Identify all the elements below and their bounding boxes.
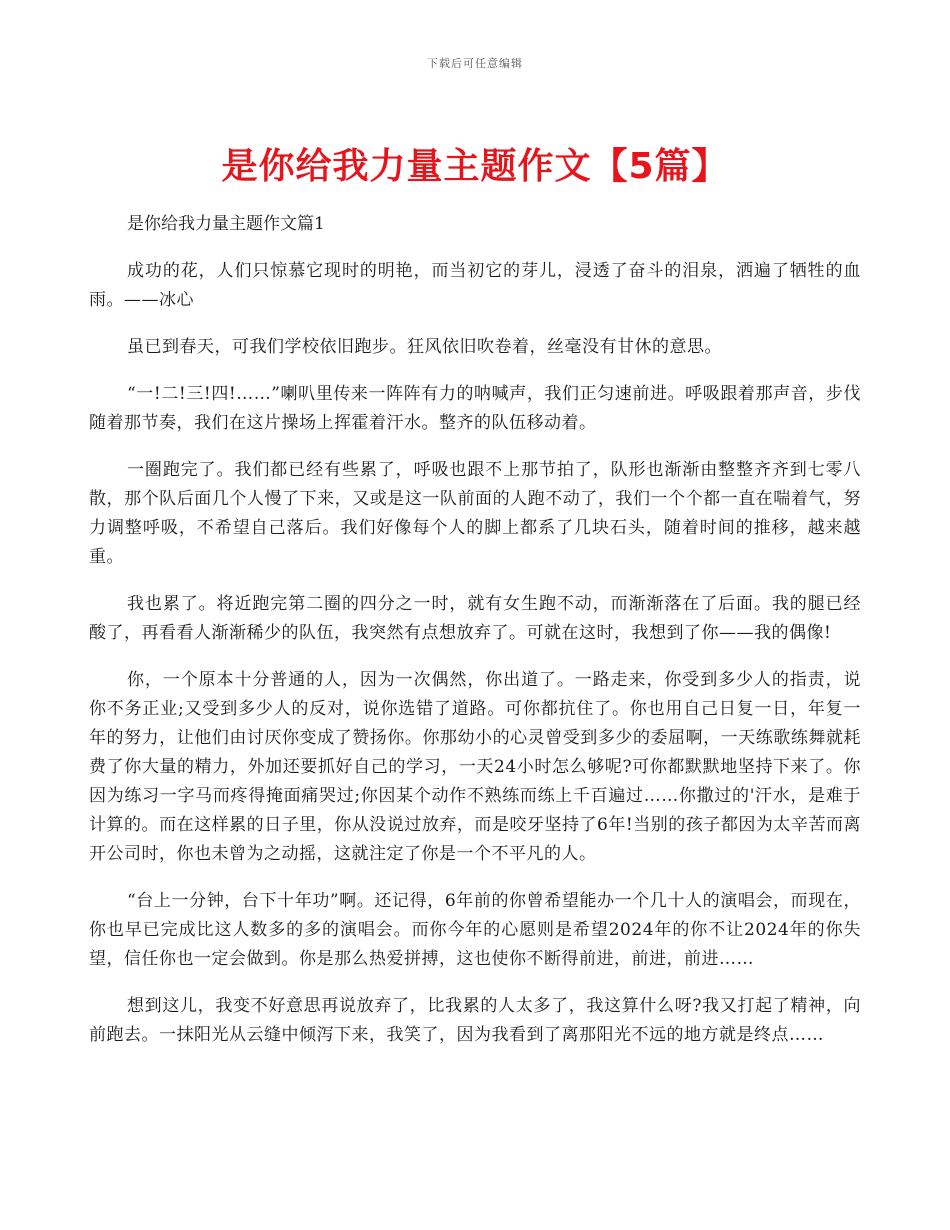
paragraph: “台上一分钟，台下十年功”啊。还记得，6年前的你曾希望能办一个几十人的演唱会，而现在，你也早已完成比这人数多的多的演唱会。而你今年的心愿则是希望2024年的你不让2024年的你失望，信任你也一定会做到。你是那么热爱拼搏，这也使你不断得前进，前进，前进…… (89, 891, 861, 969)
paragraph: 想到这儿，我变不好意思再说放弃了，比我累的人太多了，我这算什么呀?我又打起了精神，向前跑去。一抹阳光从云缝中倾泻下来，我笑了，因为我看到了离那阳光不远的地方就是终点…… (89, 996, 861, 1045)
document-title: 是你给我力量主题作文【5篇】 (221, 146, 729, 187)
paragraph: 我也累了。将近跑完第二圈的四分之一时，就有女生跑不动，而渐渐落在了后面。我的腿已经酸了，再看看人渐渐稀少的队伍，我突然有点想放弃了。可就在这时，我想到了你——我的偶像! (89, 594, 861, 643)
paragraph: 一圈跑完了。我们都已经有些累了，呼吸也跟不上那节拍了，队形也渐渐由整整齐齐到七零八散，那个队后面几个人慢了下来，又或是这一队前面的人跑不动了，我们一个个都一直在喘着气，努力调整呼吸，不希望自己落后。我们好像每个人的脚上都系了几块石头，随着时间的推移，越来越重。 (89, 460, 861, 567)
document-body (89, 210, 861, 1068)
section-heading: 是你给我力量主题作文篇1 (127, 214, 325, 234)
paragraph: 虽已到春天，可我们学校依旧跑步。狂风依旧吹卷着，丝毫没有甘休的意思。 (127, 337, 722, 357)
page-header-note: 下载后可任意编辑 (427, 57, 523, 70)
paragraph: 你，一个原本十分普通的人，因为一次偶然，你出道了。一路走来，你受到多少人的指责，说你不务正业;又受到多少人的反对，说你选错了道路。可你都抗住了。你也用自己日复一日，年复一年的努力，让他们由讨厌你变成了赞扬你。你那幼小的心灵曾受到多少的委屈啊，一天练歌练舞就耗费了你大量的精力，外加还要抓好自己的学习，一天24小时怎么够呢?可你都默默地坚持下来了。你因为练习一字马而疼得掩面痛哭过;你因某个动作不熟练而练上千百遍过……你撒过的'汗水，是难于计算的。而在这样累的日子里，你从没说过放弃，而是咬牙坚持了6年!当别的孩子都因为太辛苦而离开公司时，你也未曾为之动摇，这就注定了你是一个不平凡的人。 (89, 670, 861, 864)
paragraph: “一!二!三!四!……”喇叭里传来一阵阵有力的呐喊声，我们正匀速前进。呼吸跟着那声音，步伐随着那节奏，我们在这片操场上挥霍着汗水。整齐的队伍移动着。 (89, 384, 861, 433)
paragraph-quote: 成功的花，人们只惊慕它现时的明艳，而当初它的芽儿，浸透了奋斗的泪泉，洒遍了牺牲的血雨。——冰心 (89, 261, 861, 310)
